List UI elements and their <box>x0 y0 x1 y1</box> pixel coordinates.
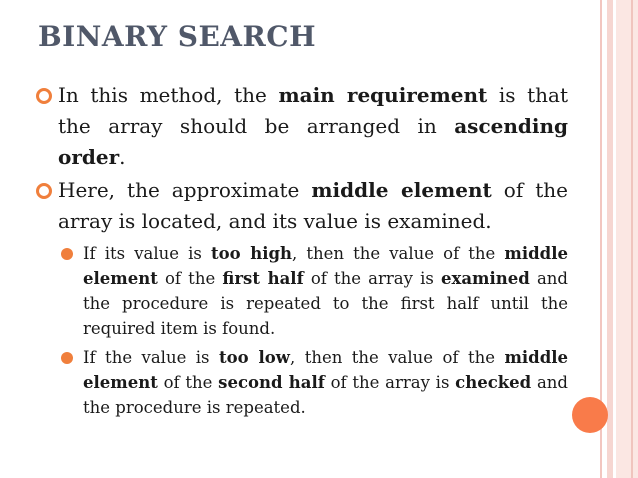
bullet-item <box>36 175 568 237</box>
sub-bullet-text: If its value is <box>83 244 211 263</box>
sub-bullet-text: of the array is <box>303 269 441 288</box>
sub-bullet-text: and the procedure is repeated to the first half until the required item is found. <box>83 269 568 338</box>
dot-bullet-icon <box>61 352 73 364</box>
sub-bullet-text: of the <box>157 269 223 288</box>
sub-bullet-item <box>60 241 568 341</box>
bullet-text: In this method, the <box>58 83 279 107</box>
sub-bullet-bold-text: examined <box>441 269 530 288</box>
bullet-text: . <box>119 145 126 169</box>
sub-bullet-text: If the value is <box>83 348 219 367</box>
ring-bullet-icon <box>36 88 52 104</box>
sub-bullet-text: , then the value of the <box>290 348 505 367</box>
sub-bullet-text: of the array is <box>324 373 456 392</box>
slide-title: BINARY SEARCH <box>38 20 317 53</box>
decorative-stripe <box>607 0 613 478</box>
bullet-text: Here, the approximate <box>58 178 312 202</box>
decorative-stripe <box>616 0 638 478</box>
sub-bullet-bold-text: second half <box>218 373 325 392</box>
accent-circle <box>572 397 608 433</box>
bullet-bold-text: ascending order <box>58 114 568 169</box>
bullet-text: of the array is located, and its value is examined. <box>58 178 568 233</box>
sub-bullet-text: of the <box>157 373 219 392</box>
sub-bullet-item <box>60 345 568 420</box>
sub-bullet-bold-text: checked <box>455 373 532 392</box>
sub-bullet-text: , then the value of the <box>292 244 505 263</box>
bullet-bold-text: main requirement <box>278 83 488 107</box>
slide-body <box>36 80 568 420</box>
dot-bullet-icon <box>61 248 73 260</box>
sub-bullet-bold-text: middle element <box>83 244 568 288</box>
sub-bullet-bold-text: too low <box>218 348 291 367</box>
sub-bullet-bold-text: middle element <box>83 348 569 392</box>
bullet-item <box>36 80 568 173</box>
bullet-text: is that the array should be arranged in <box>58 83 568 138</box>
decorative-stripe <box>631 0 633 478</box>
ring-bullet-icon <box>36 183 52 199</box>
bullet-bold-text: middle element <box>311 178 492 202</box>
sub-bullet-bold-text: first half <box>222 269 304 288</box>
sub-bullet-bold-text: too high <box>210 244 292 263</box>
sub-bullet-text: and the procedure is repeated. <box>83 373 568 417</box>
